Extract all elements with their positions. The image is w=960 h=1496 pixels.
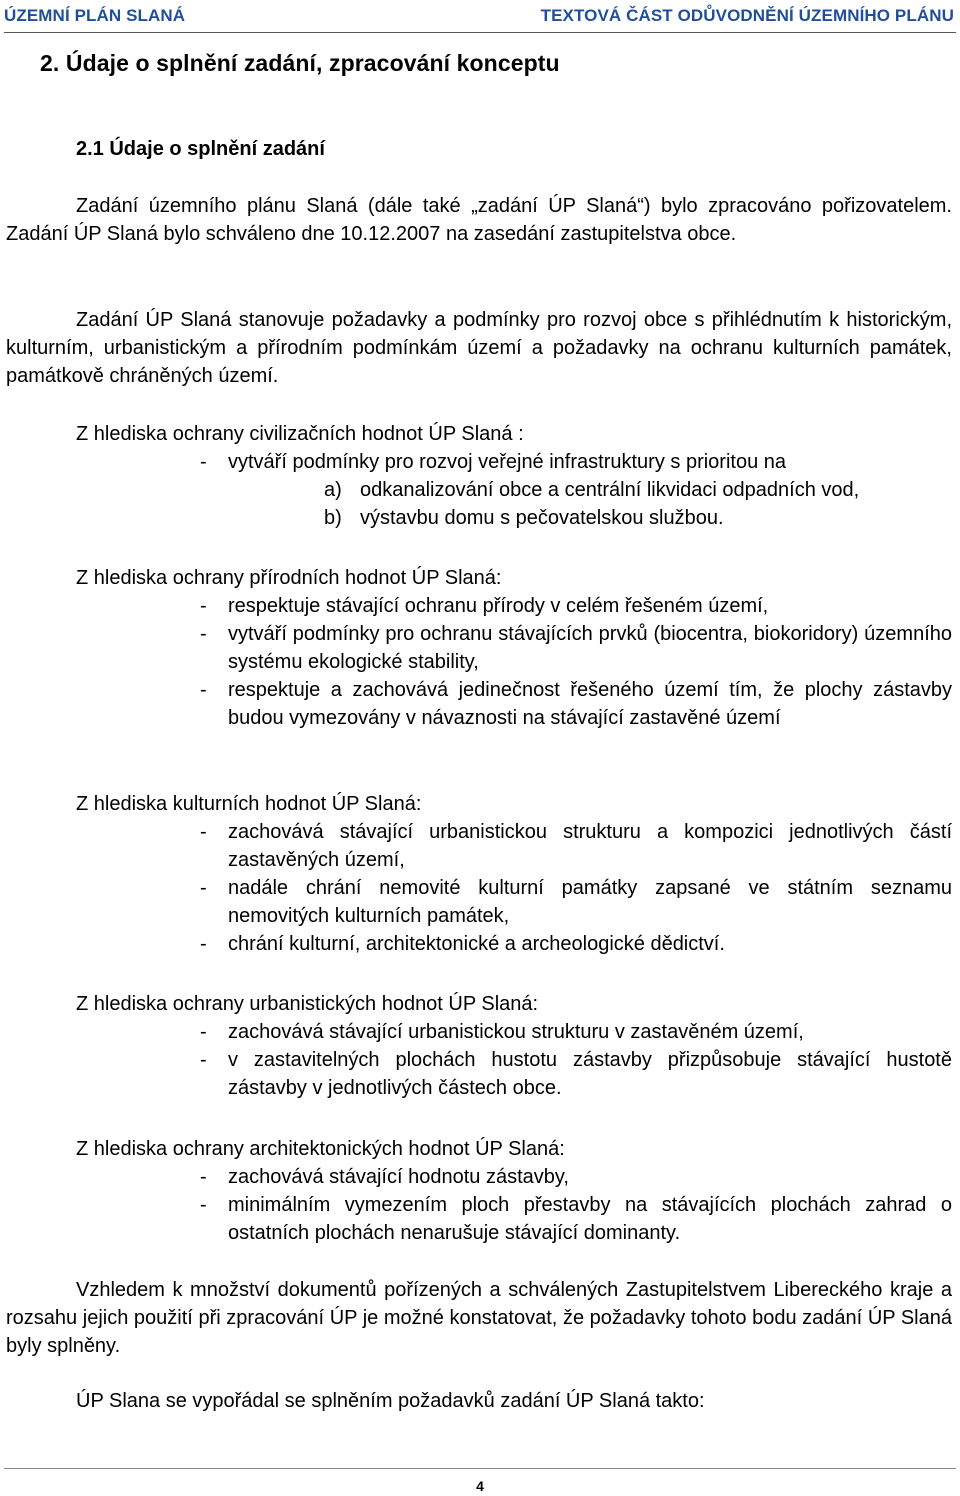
list-item: [6, 1018, 952, 1046]
sub-list-marker: a): [324, 479, 342, 501]
list-item-text: minimálním vymezením ploch přestavby na stávajících plochách zahrad o ostatních plochách nenarušuje stávající dominanty.: [228, 1194, 952, 1244]
list-dash: -: [200, 1194, 207, 1216]
list-item: [6, 1191, 952, 1247]
list-item: [6, 620, 952, 676]
page-number: 4: [476, 1478, 484, 1494]
list-dash: -: [200, 1049, 207, 1071]
list-dash: -: [200, 933, 207, 955]
cultural-values-lead: Z hlediska kulturních hodnot ÚP Slaná:: [76, 793, 422, 815]
paragraph-assignment-requirements: Zadání ÚP Slaná stanovuje požadavky a podmínky pro rozvoj obce s přihlédnutím k historickým, kulturním, urbanistickým a přírodním podmínkám území a požadavky na ochranu kulturních památek, památkově chráněných území.: [6, 309, 952, 387]
list-item-text: vytváří podmínky pro ochranu stávajících prvků (biocentra, biokoridory) územního systému ekologické stability,: [228, 623, 952, 673]
list-dash: -: [200, 821, 207, 843]
list-dash: -: [200, 1166, 207, 1188]
natural-values-section: [6, 564, 952, 732]
list-item-text: zachovává stávající hodnotu zástavby,: [228, 1166, 569, 1188]
header-section-title: TEXTOVÁ ČÁST ODŮVODNĚNÍ ÚZEMNÍHO PLÁNU: [540, 6, 954, 25]
civilization-values-section: [6, 420, 952, 532]
page-footer: [0, 1468, 960, 1496]
header-document-title: ÚZEMNÍ PLÁN SLANÁ: [4, 6, 186, 25]
list-dash: -: [200, 451, 207, 473]
header-divider: [4, 32, 956, 33]
page-header: [0, 0, 960, 36]
sub-list-item: [6, 504, 952, 532]
list-dash: -: [200, 877, 207, 899]
natural-values-lead: Z hlediska ochrany přírodních hodnot ÚP Slaná:: [76, 567, 502, 589]
paragraph-transition: ÚP Slana se vypořádal se splněním požadavků zadání ÚP Slaná takto:: [76, 1390, 705, 1412]
list-dash: -: [200, 595, 207, 617]
list-item-text: respektuje a zachovává jedinečnost řešeného území tím, že plochy zástavby budou vymezovány v návaznosti na stávající zastavěné území: [228, 679, 952, 729]
sub-list-marker: b): [324, 507, 342, 529]
list-item-text: vytváří podmínky pro rozvoj veřejné infrastruktury s prioritou na: [228, 451, 786, 473]
list-dash: -: [200, 679, 207, 701]
list-dash: -: [200, 623, 207, 645]
architectural-values-section: [6, 1135, 952, 1247]
list-item-text: chrání kulturní, architektonické a archeologické dědictví.: [228, 933, 725, 955]
sub-list-item: [6, 476, 952, 504]
list-dash: -: [200, 1021, 207, 1043]
sub-list-text: výstavbu domu s pečovatelskou službou.: [360, 507, 724, 529]
civilization-values-lead: Z hlediska ochrany civilizačních hodnot ÚP Slaná :: [76, 423, 524, 445]
list-item: [6, 874, 952, 930]
paragraph-conclusion: Vzhledem k množství dokumentů pořízených a schválených Zastupitelstvem Libereckého kraje a rozsahu jejich použití při zpracování ÚP je možné konstatovat, že požadavky tohoto bodu zadání ÚP Slaná byly splněny.: [6, 1279, 952, 1357]
list-item-text: v zastavitelných plochách hustotu zástavby přizpůsobuje stávající hustotě zástavby v jednotlivých částech obce.: [228, 1049, 952, 1099]
architectural-values-lead: Z hlediska ochrany architektonických hodnot ÚP Slaná:: [76, 1138, 565, 1160]
list-item: [6, 592, 952, 620]
list-item: [6, 930, 952, 958]
list-item-text: nadále chrání nemovité kulturní památky zapsané ve státním seznamu nemovitých kulturních památek,: [228, 877, 952, 927]
cultural-values-section: [6, 790, 952, 958]
list-item-text: zachovává stávající urbanistickou strukturu v zastavěném území,: [228, 1021, 804, 1043]
section-heading: 2.1 Údaje o splnění zadání: [76, 138, 325, 160]
list-item: [6, 448, 952, 476]
list-item: [6, 676, 952, 732]
list-item-text: respektuje stávající ochranu přírody v celém řešeném území,: [228, 595, 769, 617]
paragraph-assignment-approval: Zadání územního plánu Slaná (dále také „zadání ÚP Slaná“) bylo zpracováno pořizovatelem. Zadání ÚP Slaná bylo schváleno dne 10.12.2007 na zasedání zastupitelstva obce.: [6, 195, 952, 245]
urban-values-section: [6, 990, 952, 1102]
list-item: [6, 1046, 952, 1102]
list-item: [6, 818, 952, 874]
list-item-text: zachovává stávající urbanistickou strukturu a kompozici jednotlivých částí zastavěných území,: [228, 821, 952, 871]
list-item: [6, 1163, 952, 1191]
chapter-heading: 2. Údaje o splnění zadání, zpracování konceptu: [40, 50, 560, 76]
sub-list-text: odkanalizování obce a centrální likvidaci odpadních vod,: [360, 479, 860, 501]
urban-values-lead: Z hlediska ochrany urbanistických hodnot ÚP Slaná:: [76, 993, 539, 1015]
footer-divider: [4, 1468, 956, 1469]
